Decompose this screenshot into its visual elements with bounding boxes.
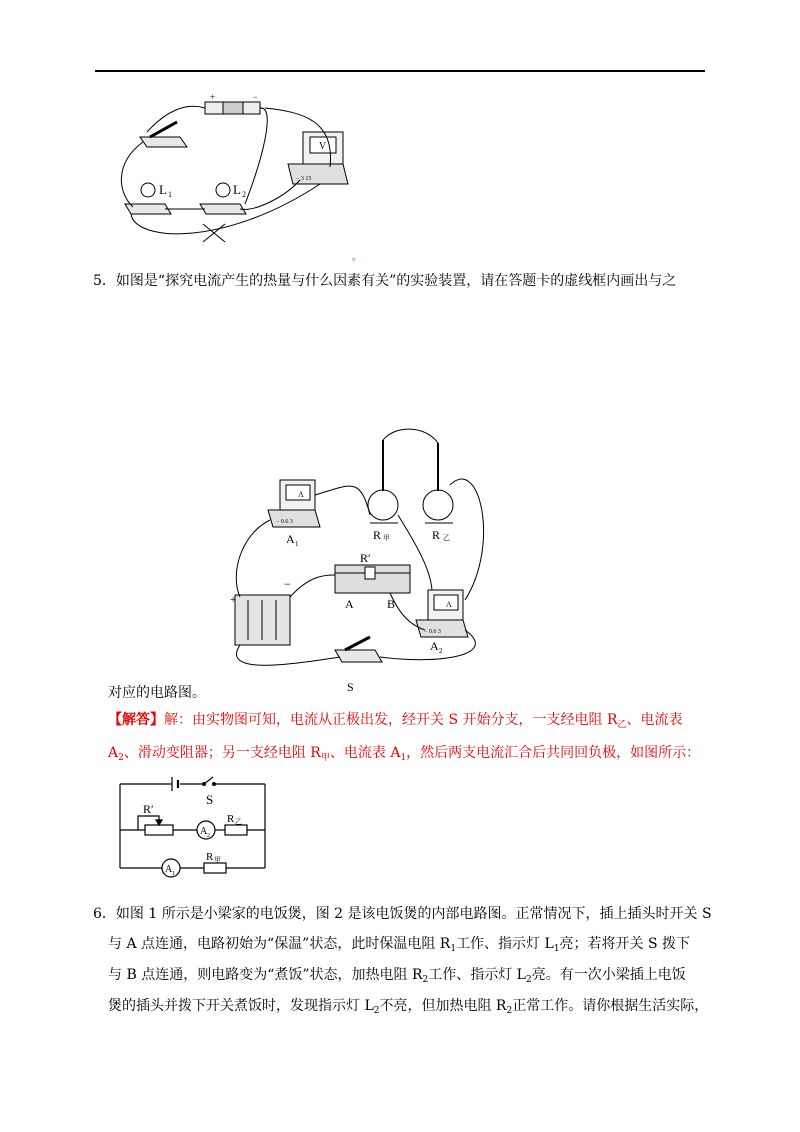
answer-line2-sub1: 2 <box>118 753 124 763</box>
q5-apparatus-figure <box>210 425 520 695</box>
answer-line2-a: A <box>108 745 119 761</box>
q6-line2 <box>108 930 708 959</box>
label-l2: L <box>233 182 241 197</box>
answer-line2-sub3: 1 <box>400 753 407 763</box>
q6-line2-a: 与 A 点连通，电路初始为“保温”状态，此时保温电阻 R <box>108 936 451 952</box>
q6-line3-c: 亮。有一次小梁插上电饭 <box>531 967 686 983</box>
label-r-yi: R <box>432 528 441 542</box>
resistor-r-jia-symbol <box>204 863 226 873</box>
svg-text:+: + <box>210 92 216 102</box>
switch-icon <box>140 137 187 147</box>
label-plus: + <box>230 594 237 606</box>
q6-line3-a: 与 B 点连通，则电路变为“煮饭”状态，加热电阻 R <box>108 967 423 983</box>
label-point-b: B <box>387 597 396 611</box>
q5-line1 <box>93 271 676 291</box>
answer-line1-sub: 乙 <box>617 720 627 730</box>
q6-line4-a: 煲的插头并拨下开关煮饭时，发现指示灯 L <box>108 998 374 1014</box>
a2-meter-letter: A <box>446 600 452 609</box>
schematic-r-prime-label: R′ <box>143 802 154 816</box>
answer-line2-c: 、电流表 A <box>329 745 401 761</box>
flask-r-yi-icon <box>423 490 453 520</box>
answer-line1-a: 解：由实物图可知，电流从正极出发，经开关 S 开始分支，一支经电阻 R <box>164 712 618 728</box>
label-a2: A <box>430 639 439 653</box>
answer-tag: 【解答】 <box>108 712 164 728</box>
q6-line4-sub1: 2 <box>373 1006 380 1016</box>
schematic-r-jia-label: R <box>206 851 214 863</box>
q6-line1: 6．如图 1 所示是小梁家的电饭煲，图 2 是该电饭煲的内部电路图。正常情况下，插上插头时开关 S <box>93 906 712 922</box>
label-a1-sub: 1 <box>295 540 299 548</box>
q6-line3-sub2: 2 <box>525 975 532 985</box>
answer-line2-d: ，然后两支电流汇合后共同回负极，如图所示： <box>406 745 701 761</box>
q6-line4-b: 不亮，但加热电阻 R <box>379 998 507 1014</box>
q6-line2-b: 工作、指示灯 L <box>456 936 554 952</box>
a1-meter-letter: A <box>298 490 304 499</box>
label-a1: A <box>286 532 295 546</box>
flask-r-jia-icon <box>368 490 398 520</box>
q5-answer-line1 <box>108 706 708 735</box>
label-r-prime: R′ <box>360 551 371 565</box>
voltmeter-label: V <box>319 141 327 152</box>
q6-line2-sub2: 1 <box>553 944 560 954</box>
q5-line2: 对应的电路图。 <box>108 685 206 701</box>
schematic-r-yi-label: R <box>227 813 235 825</box>
rheostat-symbol <box>145 825 173 835</box>
q6-line3-sub1: 2 <box>422 975 429 985</box>
q6-line2-c: 亮；若将开关 S 拨下 <box>559 936 691 952</box>
label-l1: L <box>159 182 167 197</box>
a2-terminals: − 0.6 3 <box>424 629 441 635</box>
schematic-a2-sub: 2 <box>207 833 210 839</box>
schematic-r-jia-sub: 甲 <box>214 856 221 864</box>
q5-answer-line2 <box>108 739 708 768</box>
q6-line4-c: 正常工作。请你根据生活实际， <box>512 998 709 1014</box>
label-a2-sub: 2 <box>439 647 443 655</box>
label-l1-sub: 1 <box>168 190 172 199</box>
q6-line4 <box>108 992 708 1021</box>
q6-line2-sub1: 1 <box>450 944 457 954</box>
label-r-jia: R <box>373 528 382 542</box>
q6-line3-b: 工作、指示灯 L <box>428 967 526 983</box>
schematic-diagram <box>110 770 275 885</box>
label-l2-sub: 2 <box>242 190 246 199</box>
q5-number: 5． <box>93 273 116 289</box>
bulb-l2-icon <box>200 204 246 214</box>
q6-line3 <box>108 961 708 990</box>
label-r-jia-sub: 甲 <box>383 534 390 542</box>
resistor-r-yi-symbol <box>225 825 247 835</box>
header-rule <box>95 70 705 72</box>
a1-terminals: − 0.6 3 <box>276 519 293 525</box>
answer-line1-b: 、电流表 <box>626 712 683 728</box>
schematic-a1-sub: 1 <box>172 871 175 877</box>
answer-line2-sub2: 甲 <box>320 753 330 763</box>
q4-trailing-dot: 。 <box>352 252 362 263</box>
answer-line2-b: 、滑动变阻器；另一支经电阻 R <box>123 745 321 761</box>
q5-line1-text: 如图是“探究电流产生的热量与什么因素有关”的实验装置，请在答题卡的虚线框内画出与之 <box>115 273 677 289</box>
label-point-a: A <box>345 597 354 611</box>
schematic-a2-label: A <box>200 826 208 837</box>
schematic-s-label: S <box>206 792 214 807</box>
schematic-r-yi-sub: 乙 <box>235 818 242 826</box>
q4-circuit-figure <box>105 92 365 257</box>
schematic-a1-label: A <box>165 864 173 875</box>
switch-s-icon <box>335 650 382 662</box>
label-switch-s: S <box>347 680 354 694</box>
q6-line4-sub2: 2 <box>506 1006 513 1016</box>
svg-text:−: − <box>253 92 259 102</box>
label-r-yi-sub: 乙 <box>443 534 450 542</box>
voltmeter-terminals: − 3 15 <box>296 176 312 182</box>
label-minus: − <box>284 577 291 591</box>
